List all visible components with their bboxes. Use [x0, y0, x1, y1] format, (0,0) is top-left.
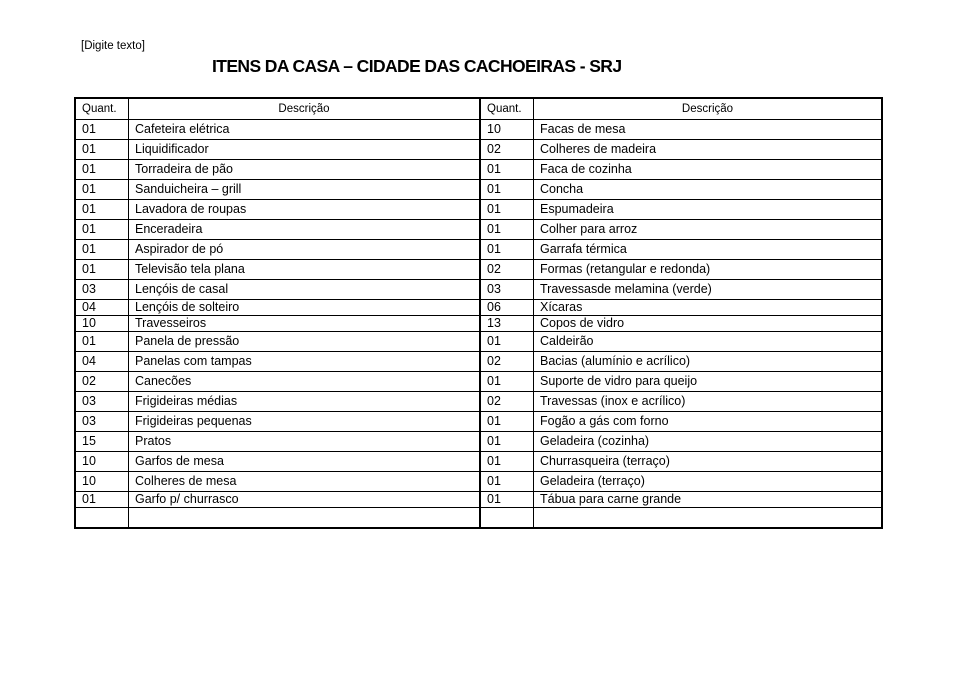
- descricao-cell: Frigideiras pequenas: [129, 412, 481, 432]
- table-row: [75, 300, 882, 316]
- quant-cell: 03: [480, 280, 534, 300]
- table-row: [75, 352, 882, 372]
- descricao-cell: Facas de mesa: [534, 120, 883, 140]
- quant-cell: 02: [75, 372, 129, 392]
- descricao-cell: Frigideiras médias: [129, 392, 481, 412]
- quant-cell: 01: [480, 432, 534, 452]
- quant-cell: 10: [75, 452, 129, 472]
- quant-cell: 06: [480, 300, 534, 316]
- descricao-cell: Fogão a gás com forno: [534, 412, 883, 432]
- quant-cell: 02: [480, 392, 534, 412]
- table-row: [75, 240, 882, 260]
- descricao-cell: Concha: [534, 180, 883, 200]
- table-row: [75, 140, 882, 160]
- descricao-cell: Torradeira de pão: [129, 160, 481, 180]
- quant-cell: 01: [480, 200, 534, 220]
- quant-cell: 13: [480, 316, 534, 332]
- descricao-cell: Formas (retangular e redonda): [534, 260, 883, 280]
- quant-cell: 01: [75, 220, 129, 240]
- descricao-cell: Geladeira (cozinha): [534, 432, 883, 452]
- table-row: [75, 372, 882, 392]
- quant-cell: 10: [480, 120, 534, 140]
- items-table: [74, 97, 883, 529]
- quant-cell: 01: [75, 140, 129, 160]
- quant-cell: 01: [75, 492, 129, 508]
- quant-cell: 01: [480, 492, 534, 508]
- table-body: [75, 120, 882, 529]
- quant-cell: 02: [480, 140, 534, 160]
- descricao-cell: Travesseiros: [129, 316, 481, 332]
- quant-cell: 10: [75, 316, 129, 332]
- quant-cell: 01: [75, 120, 129, 140]
- quant-cell: 10: [75, 472, 129, 492]
- table-row: [75, 332, 882, 352]
- table-header-row: [75, 98, 882, 120]
- quant-cell: 03: [75, 392, 129, 412]
- quant-cell: 01: [480, 160, 534, 180]
- quant-cell: 01: [480, 332, 534, 352]
- descricao-cell: Caldeirão: [534, 332, 883, 352]
- table-row: [75, 200, 882, 220]
- table-row: [75, 432, 882, 452]
- quant-cell: 01: [480, 180, 534, 200]
- descricao-cell: [534, 508, 883, 529]
- descricao-cell: [129, 508, 481, 529]
- descricao-cell: Canecões: [129, 372, 481, 392]
- descricao-cell: Tábua para carne grande: [534, 492, 883, 508]
- table-row: [75, 508, 882, 529]
- quant-cell: 01: [75, 260, 129, 280]
- quant-cell: 01: [480, 240, 534, 260]
- page-title: ITENS DA CASA – CIDADE DAS CACHOEIRAS - SRJ: [212, 56, 622, 76]
- descricao-cell: Sanduicheira – grill: [129, 180, 481, 200]
- col-header-quant-left: Quant.: [75, 98, 129, 120]
- header-placeholder: [Digite texto]: [81, 40, 145, 52]
- descricao-cell: Colher para arroz: [534, 220, 883, 240]
- quant-cell: 02: [480, 260, 534, 280]
- descricao-cell: Copos de vidro: [534, 316, 883, 332]
- table-row: [75, 392, 882, 412]
- descricao-cell: Aspirador de pó: [129, 240, 481, 260]
- table-row: [75, 160, 882, 180]
- descricao-cell: Espumadeira: [534, 200, 883, 220]
- table-row: [75, 180, 882, 200]
- table-row: [75, 452, 882, 472]
- descricao-cell: Garfo p/ churrasco: [129, 492, 481, 508]
- table-row: [75, 260, 882, 280]
- descricao-cell: Pratos: [129, 432, 481, 452]
- quant-cell: 01: [480, 372, 534, 392]
- table-row: [75, 412, 882, 432]
- quant-cell: 01: [75, 200, 129, 220]
- table-row: [75, 120, 882, 140]
- descricao-cell: Panelas com tampas: [129, 352, 481, 372]
- descricao-cell: Colheres de madeira: [534, 140, 883, 160]
- quant-cell: 01: [480, 452, 534, 472]
- descricao-cell: Enceradeira: [129, 220, 481, 240]
- descricao-cell: Churrasqueira (terraço): [534, 452, 883, 472]
- quant-cell: 01: [75, 240, 129, 260]
- quant-cell: 03: [75, 412, 129, 432]
- descricao-cell: Liquidificador: [129, 140, 481, 160]
- col-header-descricao-left: Descrição: [129, 98, 481, 120]
- descricao-cell: Panela de pressão: [129, 332, 481, 352]
- quant-cell: 04: [75, 352, 129, 372]
- quant-cell: 03: [75, 280, 129, 300]
- descricao-cell: Travessasde melamina (verde): [534, 280, 883, 300]
- descricao-cell: Travessas (inox e acrílico): [534, 392, 883, 412]
- descricao-cell: Lençóis de casal: [129, 280, 481, 300]
- descricao-cell: Suporte de vidro para queijo: [534, 372, 883, 392]
- descricao-cell: Lençóis de solteiro: [129, 300, 481, 316]
- table-row: [75, 472, 882, 492]
- table-row: [75, 220, 882, 240]
- quant-cell: 04: [75, 300, 129, 316]
- descricao-cell: Garfos de mesa: [129, 452, 481, 472]
- table-row: [75, 280, 882, 300]
- descricao-cell: Geladeira (terraço): [534, 472, 883, 492]
- quant-cell: 01: [75, 180, 129, 200]
- descricao-cell: Xícaras: [534, 300, 883, 316]
- quant-cell: 01: [480, 220, 534, 240]
- quant-cell: 02: [480, 352, 534, 372]
- quant-cell: [75, 508, 129, 529]
- quant-cell: 01: [480, 472, 534, 492]
- descricao-cell: Televisão tela plana: [129, 260, 481, 280]
- table-row: [75, 316, 882, 332]
- descricao-cell: Lavadora de roupas: [129, 200, 481, 220]
- col-header-quant-right: Quant.: [480, 98, 534, 120]
- col-header-descricao-right: Descrição: [534, 98, 883, 120]
- descricao-cell: Bacias (alumínio e acrílico): [534, 352, 883, 372]
- quant-cell: [480, 508, 534, 529]
- table-row: [75, 492, 882, 508]
- descricao-cell: Faca de cozinha: [534, 160, 883, 180]
- descricao-cell: Colheres de mesa: [129, 472, 481, 492]
- quant-cell: 01: [75, 332, 129, 352]
- quant-cell: 15: [75, 432, 129, 452]
- descricao-cell: Cafeteira elétrica: [129, 120, 481, 140]
- quant-cell: 01: [480, 412, 534, 432]
- quant-cell: 01: [75, 160, 129, 180]
- descricao-cell: Garrafa térmica: [534, 240, 883, 260]
